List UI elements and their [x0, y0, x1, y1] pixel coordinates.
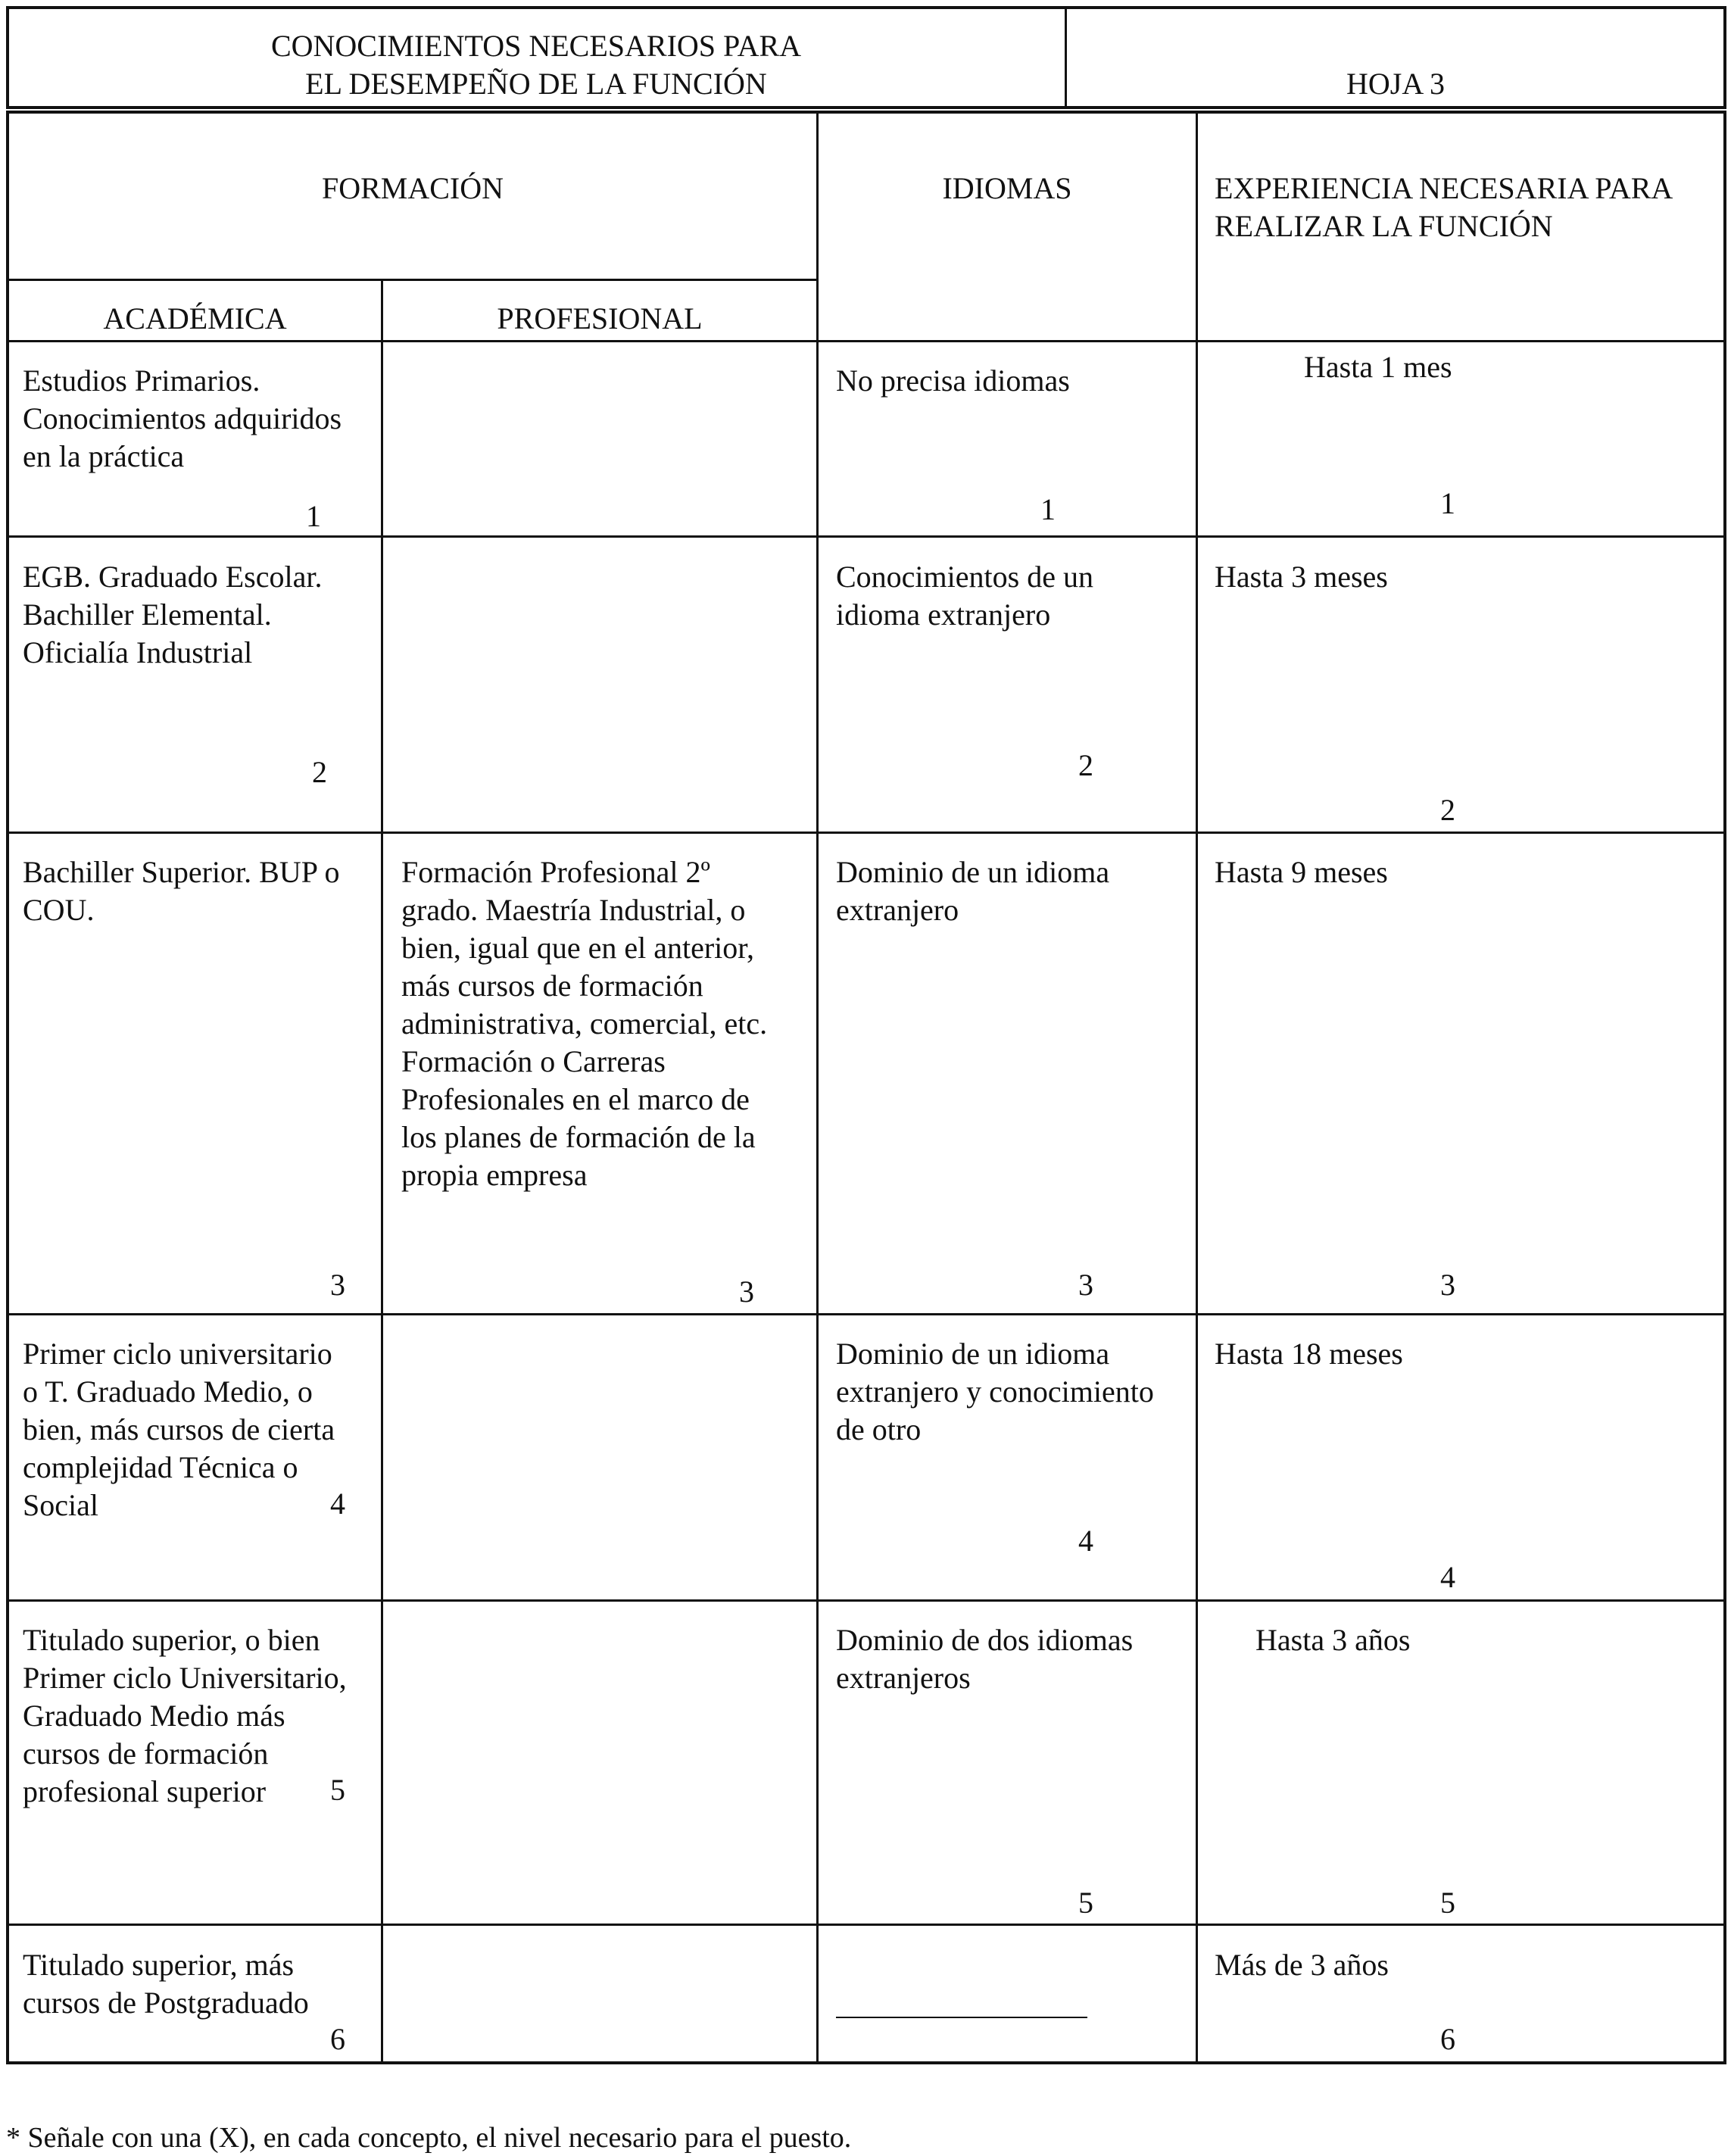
footnote: * Señale con una (X), en cada concepto, el nivel necesario para el puesto. [6, 2122, 852, 2154]
row5-idiomas: Dominio de dos idiomas extranjeros [836, 1623, 1134, 1695]
header-academica: ACADÉMICA [103, 301, 287, 335]
row-divider-4 [8, 1599, 1725, 1602]
row6-experiencia-level: 6 [1440, 2022, 1455, 2056]
row2-experiencia: Hasta 3 meses [1215, 560, 1388, 594]
header-divider [1065, 6, 1067, 109]
col-divider-academica [381, 280, 383, 2063]
row1-experiencia: Hasta 1 mes [1304, 350, 1452, 384]
row2-idiomas-level: 2 [1078, 748, 1093, 782]
row6-idiomas-blank-line [836, 2017, 1087, 2018]
row3-idiomas: Dominio de un idioma extranjero [836, 855, 1110, 927]
page-title: CONOCIMIENTOS NECESARIOS PARA EL DESEMPEÑO DE LA FUNCIÓN [270, 29, 802, 101]
row2-experiencia-level: 2 [1440, 793, 1455, 827]
row1-idiomas-level: 1 [1040, 492, 1056, 526]
row3-experiencia-level: 3 [1440, 1268, 1455, 1302]
row2-idiomas: Conocimientos de un idioma extranjero [836, 560, 1093, 632]
row3-idiomas-level: 3 [1078, 1268, 1093, 1302]
row3-profesional-level: 3 [739, 1275, 754, 1309]
header-row-bottom [8, 340, 1725, 342]
row1-academica-level: 1 [306, 499, 321, 533]
row4-experiencia-level: 4 [1440, 1560, 1455, 1594]
row-divider-2 [8, 832, 1725, 834]
row5-academica-level: 5 [330, 1773, 345, 1807]
header-profesional: PROFESIONAL [497, 301, 703, 335]
row-divider-1 [8, 535, 1725, 538]
row2-academica-level: 2 [312, 755, 327, 789]
row3-profesional: Formación Profesional 2º grado. Maestría Industrial, o bien, igual que en el anterior, más cursos de formación administrativa, comercial, etc. Formación o Carreras Profesionales en el marco de los planes de formación de la propia empresa [401, 855, 768, 1192]
row4-academica-level: 4 [330, 1487, 345, 1521]
row1-idiomas: No precisa idiomas [836, 363, 1070, 398]
row4-academica: Primer ciclo universitario o T. Graduado Medio, o bien, más cursos de cierta complejidad Técnica o Social [23, 1337, 335, 1522]
sheet-label: HOJA 3 [1346, 67, 1446, 101]
row4-experiencia: Hasta 18 meses [1215, 1337, 1403, 1371]
row4-idiomas-level: 4 [1078, 1524, 1093, 1558]
row6-academica: Titulado superior, más cursos de Postgraduado [23, 1948, 309, 2020]
header-idiomas: IDIOMAS [942, 171, 1072, 205]
row5-experiencia-level: 5 [1440, 1886, 1455, 1920]
row-divider-5 [8, 1924, 1725, 1926]
row4-idiomas: Dominio de un idioma extranjero y conocimiento de otro [836, 1337, 1154, 1446]
row6-academica-level: 6 [330, 2022, 345, 2056]
col-divider-formacion [816, 112, 819, 2063]
row1-experiencia-level: 1 [1440, 486, 1455, 520]
row5-experiencia: Hasta 3 años [1255, 1623, 1411, 1657]
row5-academica: Titulado superior, o bien Primer ciclo Universitario, Graduado Medio más cursos de formación profesional superior [23, 1623, 347, 1808]
subheader-divider [8, 279, 818, 281]
row3-academica-level: 3 [330, 1268, 345, 1302]
row-divider-3 [8, 1313, 1725, 1315]
row2-academica: EGB. Graduado Escolar. Bachiller Elemental. Oficialía Industrial [23, 560, 323, 669]
row1-academica: Estudios Primarios. Conocimientos adquiridos en la práctica [23, 363, 342, 473]
col-divider-idiomas [1196, 112, 1198, 2063]
row6-experiencia: Más de 3 años [1215, 1948, 1389, 1982]
row3-academica: Bachiller Superior. BUP o COU. [23, 855, 340, 927]
row5-idiomas-level: 5 [1078, 1886, 1093, 1920]
header-formacion: FORMACIÓN [321, 171, 504, 205]
row3-experiencia: Hasta 9 meses [1215, 855, 1388, 889]
header-experiencia: EXPERIENCIA NECESARIA PARA REALIZAR LA FUNCIÓN [1215, 171, 1673, 243]
